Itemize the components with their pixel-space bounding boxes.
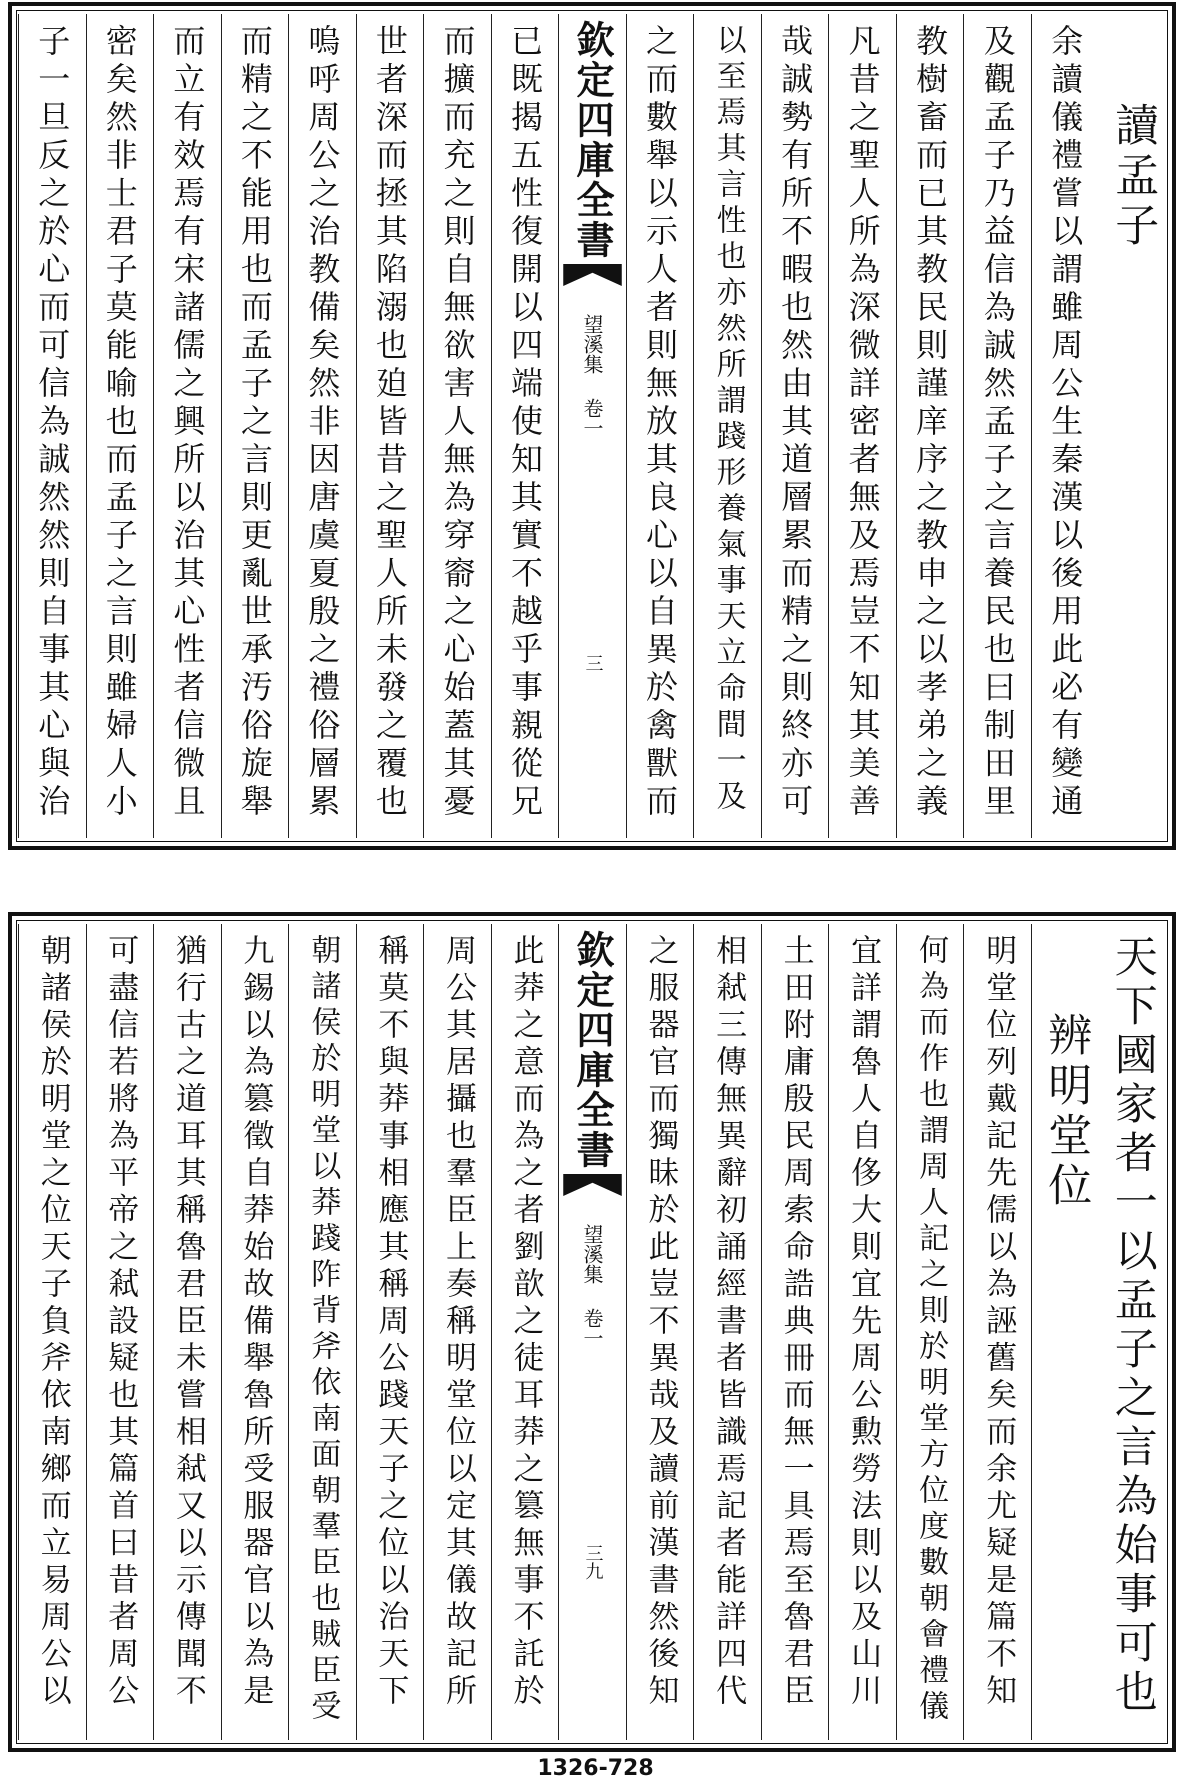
- text-line: 九錫以為篡徵自莽始故備舉魯所受服器官以為是: [237, 934, 274, 1711]
- text-line: 世者深而拯其陷溺也廹皆昔之聖人所未發之覆也: [370, 24, 409, 822]
- text-column: [626, 924, 694, 1740]
- text-column: [86, 14, 154, 838]
- text-line: 已既揭五性復開以四端使知其實不越乎事親從兄: [505, 24, 544, 822]
- section-title-column: [1098, 14, 1166, 838]
- text-column: [288, 924, 356, 1740]
- text-line: 而精之不能用也而孟子之言則更亂世承汚俗旋舉: [235, 24, 274, 822]
- book-title: 望溪集 卷一: [580, 1224, 604, 1348]
- text-line: 相弒三傳無異辭初誦經書者皆識焉記者能詳四代: [710, 934, 747, 1711]
- text-column: [491, 14, 559, 838]
- book-title: 望溪集 卷一: [580, 314, 604, 438]
- text-column: [86, 924, 154, 1740]
- text-line: 而立有效焉有宋諸儒之興所以治其心性者信微且: [168, 24, 207, 822]
- text-line: 及觀孟子乃益信為誠然孟子之言養民也曰制田里: [978, 24, 1017, 822]
- text-column: [828, 924, 896, 1740]
- text-column: [356, 14, 424, 838]
- page-top: [8, 2, 1176, 850]
- text-line: 以至焉其言性也亦然所謂踐形養氣事天立命間一及: [710, 24, 746, 816]
- center-fold-column: [558, 14, 626, 838]
- column-container-bottom: [18, 924, 1166, 1740]
- text-column: [288, 14, 356, 838]
- text-column: [18, 924, 86, 1740]
- text-line: 猶行古之道耳其稱魯君臣未嘗相弒又以示傳聞不: [169, 934, 206, 1711]
- fishtail-mark: [563, 1174, 622, 1196]
- text-line: 明堂位列戴記先儒以為誣舊矣而余尤疑是篇不知: [980, 934, 1017, 1711]
- text-column: [896, 924, 964, 1740]
- page-bottom: [8, 912, 1176, 1752]
- text-line: 嗚呼周公之治教備矣然非因唐虞夏殷之禮俗層累: [303, 24, 342, 822]
- text-line: 之而數舉以示人者則無放其良心以自異於禽獸而: [641, 24, 680, 822]
- text-column: [221, 924, 289, 1740]
- folio-number: 三: [582, 654, 604, 672]
- text-column: [18, 14, 86, 838]
- text-column: [761, 14, 829, 838]
- folio-number: 三九: [582, 1544, 604, 1580]
- text-line: 凡昔之聖人所為深微詳密者無及焉豈不知其美善: [843, 24, 882, 822]
- library-title: 欽定四庫全書: [570, 930, 615, 1170]
- text-line: 哉誠勢有所不暇也然由其道層累而精之則終亦可: [776, 24, 815, 822]
- text-line: 此莽之意而為之者劉歆之徒耳莽之篡無事不託於: [507, 934, 544, 1711]
- text-line: 宜詳謂魯人自侈大則宜先周公勲勞法則以及山川: [845, 934, 882, 1711]
- text-line: 余讀儀禮嘗以謂雖周公生秦漢以後用此必有變通: [1046, 24, 1085, 822]
- text-column: [963, 14, 1031, 838]
- text-column: [1098, 924, 1166, 1740]
- text-column: [828, 14, 896, 838]
- fishtail-mark: [563, 264, 622, 286]
- text-column: [693, 14, 761, 838]
- text-column: [221, 14, 289, 838]
- text-column: [761, 924, 829, 1740]
- text-column: [423, 14, 491, 838]
- text-line: 周公其居攝也羣臣上奏稱明堂位以定其儀故記所: [439, 934, 476, 1711]
- text-column: [896, 14, 964, 838]
- text-line: 子一旦反之於心而可信為誠然然則自事其心與治: [33, 24, 72, 822]
- text-column: [693, 924, 761, 1740]
- text-line: 而擴而充之則自無欲害人無為穿窬之心始蓋其憂: [438, 24, 477, 822]
- text-column: [963, 924, 1031, 1740]
- column-container-top: [18, 14, 1166, 838]
- center-fold-column: [558, 924, 626, 1740]
- text-column: [153, 14, 221, 838]
- text-line: 朝諸侯於明堂之位天子負斧依南鄉而立易周公以: [34, 934, 71, 1711]
- text-line: 何為而作也謂周人記之則於明堂方位度數朝會禮儀: [913, 934, 949, 1726]
- library-title: 欽定四庫全書: [570, 20, 615, 260]
- text-column: [423, 924, 491, 1740]
- text-line: 天下國家者一以孟子之言為始事可也: [1107, 934, 1158, 1718]
- text-column: [626, 14, 694, 838]
- text-line: 土田附庸殷民周索命誥典冊而無一具焉至魯君臣: [777, 934, 814, 1711]
- text-column: [153, 924, 221, 1740]
- text-line: 之服器官而獨昧於此豈不異哉及讀前漢書然後知: [642, 934, 679, 1711]
- text-line: 稱莫不與莽事相應其稱周公踐天子之位以治天下: [372, 934, 409, 1711]
- text-column: [491, 924, 559, 1740]
- section-title: 讀孟子: [1107, 102, 1159, 252]
- text-column: [1031, 14, 1099, 838]
- text-line: 教樹畜而已其教民則謹庠序之教申之以孝弟之義: [911, 24, 950, 822]
- text-line: 朝諸侯於明堂以莽踐阼背斧依南面朝羣臣也賊臣受: [305, 934, 341, 1726]
- section-title: 辨明堂位: [1040, 1012, 1092, 1212]
- section-title-column: [1031, 924, 1099, 1740]
- text-line: 密矣然非士君子莫能喻也而孟子之言則雖婦人小: [100, 24, 139, 822]
- page-footer-number: 1326-728: [537, 1756, 654, 1781]
- text-line: 可盡信若將為平帝之弒設疑也其篇首曰昔者周公: [102, 934, 139, 1711]
- text-column: [356, 924, 424, 1740]
